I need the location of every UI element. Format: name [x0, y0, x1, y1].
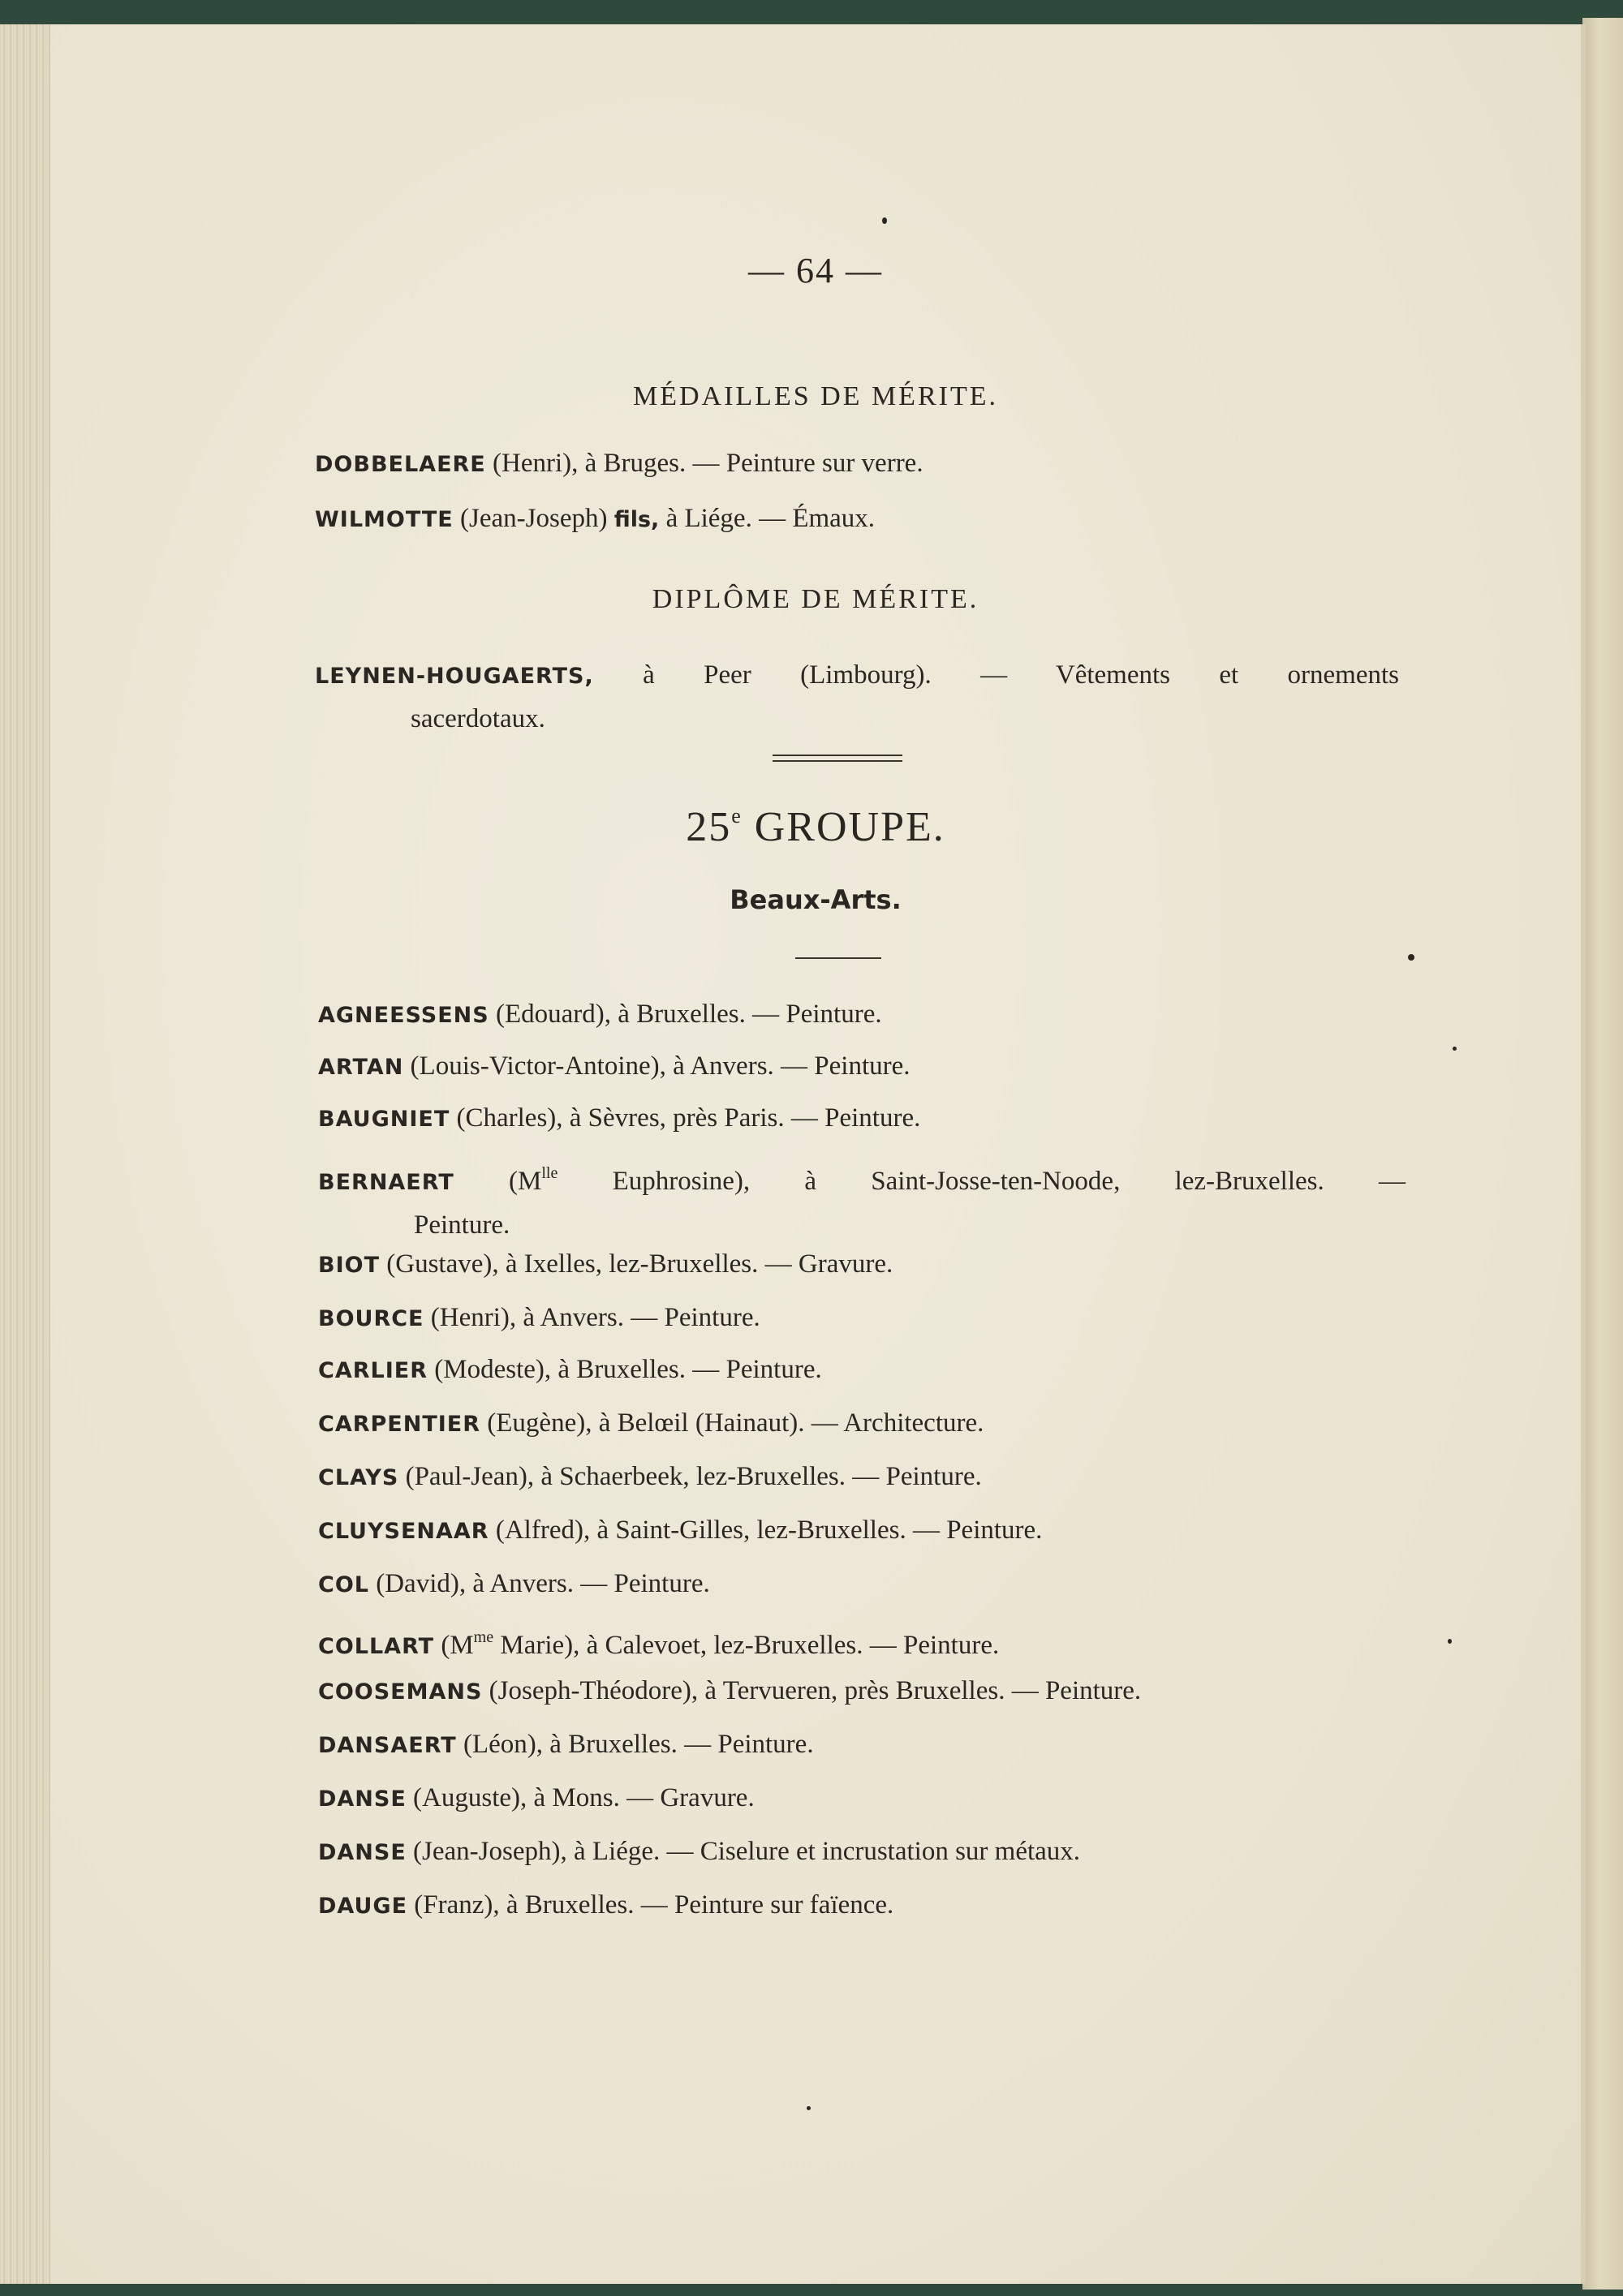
entry-name: WILMOTTE	[315, 507, 454, 532]
entry-line-2: Peinture.	[414, 1210, 510, 1240]
entry-agneessens	[318, 993, 1397, 1037]
page-content	[50, 24, 1581, 2284]
entry-text: (Louis-Victor-Antoine), à Anvers. — Peinture.	[403, 1051, 911, 1081]
entry-text: (Léon), à Bruxelles. — Peinture.	[456, 1730, 814, 1759]
entry-name: DANSE	[318, 1840, 407, 1865]
entry-carpentier	[318, 1402, 1397, 1446]
entry-text: (Paul-Jean), à Schaerbeek, lez-Bruxelles. — Peinture.	[398, 1462, 982, 1491]
entry-name: AGNEESSENS	[318, 1003, 489, 1028]
entry-text: (Henri), à Bruges. — Peinture sur verre.	[485, 449, 923, 478]
entry-text: (Henri), à Anvers. — Peinture.	[424, 1303, 760, 1332]
entry-line-1	[318, 1152, 1406, 1204]
group-subtitle: Beaux-Arts.	[730, 884, 902, 915]
entry-line-1	[315, 654, 1399, 698]
entry-cluysenaar	[318, 1509, 1397, 1553]
entry-name: COOSEMANS	[318, 1679, 483, 1705]
entry-line-2: sacerdotaux.	[411, 704, 545, 733]
entry-name: BOURCE	[318, 1306, 424, 1331]
entry-text-rest: Marie), à Calevoet, lez-Bruxelles. — Peinture.	[493, 1631, 1000, 1660]
entry-coosemans	[318, 1670, 1397, 1713]
entry-baugniet	[318, 1097, 1397, 1141]
entry-col	[318, 1563, 1397, 1606]
entry-name: COLLART	[318, 1634, 435, 1659]
entry-leynen-hougaerts	[315, 654, 1399, 740]
entry-clays	[318, 1455, 1397, 1499]
entry-bold-word: fils,	[613, 507, 660, 532]
entry-name: DANSAERT	[318, 1733, 457, 1758]
entry-danse-jean-joseph	[318, 1830, 1397, 1874]
entry-text: (Franz), à Bruxelles. — Peinture sur faïence.	[407, 1890, 894, 1920]
entry-biot	[318, 1243, 1397, 1287]
entry-dobbelaere	[315, 442, 1394, 486]
entry-text: (M	[454, 1167, 542, 1196]
entry-text: (M	[434, 1631, 474, 1660]
entry-bernaert	[318, 1152, 1406, 1246]
double-rule	[773, 755, 902, 762]
entry-name: BAUGNIET	[318, 1107, 450, 1132]
ink-speck	[882, 217, 887, 224]
entry-text: à Peer (Limbourg). — Vêtements et ornements	[593, 660, 1399, 690]
entry-text-end: à Liége. — Émaux.	[659, 504, 876, 533]
group-title-number: 25	[686, 804, 732, 850]
entry-text: (Auguste), à Mons. — Gravure.	[406, 1783, 755, 1812]
heading-diplome: DIPLÔME DE MÉRITE.	[652, 584, 979, 614]
entry-name: CLAYS	[318, 1465, 399, 1490]
entry-text: (Eugène), à Belœil (Hainaut). — Architecture.	[480, 1408, 984, 1438]
entry-name: CLUYSENAAR	[318, 1519, 489, 1544]
entry-artan	[318, 1045, 1397, 1089]
ink-speck	[1448, 1639, 1452, 1644]
entry-wilmotte	[315, 497, 1394, 541]
facing-page-edge	[1582, 18, 1623, 2290]
page-number: — 64 —	[748, 251, 883, 290]
entry-text: (Joseph-Théodore), à Tervueren, près Bruxelles. — Peinture.	[482, 1676, 1142, 1705]
entry-text: (Alfred), à Saint-Gilles, lez-Bruxelles. — Peinture.	[489, 1516, 1043, 1545]
entry-name: COL	[318, 1572, 369, 1597]
document-page	[50, 24, 1586, 2284]
entry-name: DOBBELAERE	[315, 452, 486, 477]
group-title-word: GROUPE.	[742, 804, 945, 850]
entry-text: (Edouard), à Bruxelles. — Peinture.	[489, 1000, 882, 1029]
ink-speck	[807, 2106, 811, 2110]
entry-danse-auguste	[318, 1777, 1397, 1821]
entry-text: (David), à Anvers. — Peinture.	[368, 1569, 710, 1598]
entry-name: LEYNEN-HOUGAERTS,	[315, 664, 594, 689]
entry-name: DANSE	[318, 1786, 407, 1812]
entry-name: CARLIER	[318, 1358, 428, 1383]
entry-bource	[318, 1296, 1397, 1340]
group-title	[50, 803, 1581, 851]
entry-text: (Charles), à Sèvres, près Paris. — Peinture.	[450, 1103, 921, 1133]
entry-text: (Gustave), à Ixelles, lez-Bruxelles. — Gravure.	[380, 1249, 893, 1279]
entry-text: (Jean-Joseph)	[453, 504, 614, 533]
entry-name: ARTAN	[318, 1055, 404, 1080]
entry-name: DAUGE	[318, 1894, 408, 1919]
entry-name: BIOT	[318, 1253, 380, 1278]
entry-name: CARPENTIER	[318, 1412, 481, 1437]
heading-medailles: MÉDAILLES DE MÉRITE.	[632, 381, 998, 411]
group-title-sup: e	[731, 804, 743, 828]
entry-text: (Jean-Joseph), à Liége. — Ciselure et incrustation sur métaux.	[406, 1837, 1081, 1866]
entry-name: BERNAERT	[318, 1170, 454, 1195]
ink-speck	[1453, 1047, 1457, 1051]
entry-honorific-sup: me	[473, 1628, 494, 1646]
entry-honorific-sup: lle	[541, 1164, 558, 1182]
entry-dansaert	[318, 1723, 1397, 1767]
ink-speck	[1408, 954, 1414, 961]
entry-dauge	[318, 1884, 1397, 1928]
entry-text: (Modeste), à Bruxelles. — Peinture.	[428, 1355, 822, 1384]
entry-text-rest: Euphrosine), à Saint-Josse-ten-Noode, lez-Bruxelles. —	[558, 1167, 1406, 1196]
entry-collart	[318, 1616, 1397, 1668]
short-rule	[795, 957, 881, 959]
entry-carlier	[318, 1348, 1397, 1392]
